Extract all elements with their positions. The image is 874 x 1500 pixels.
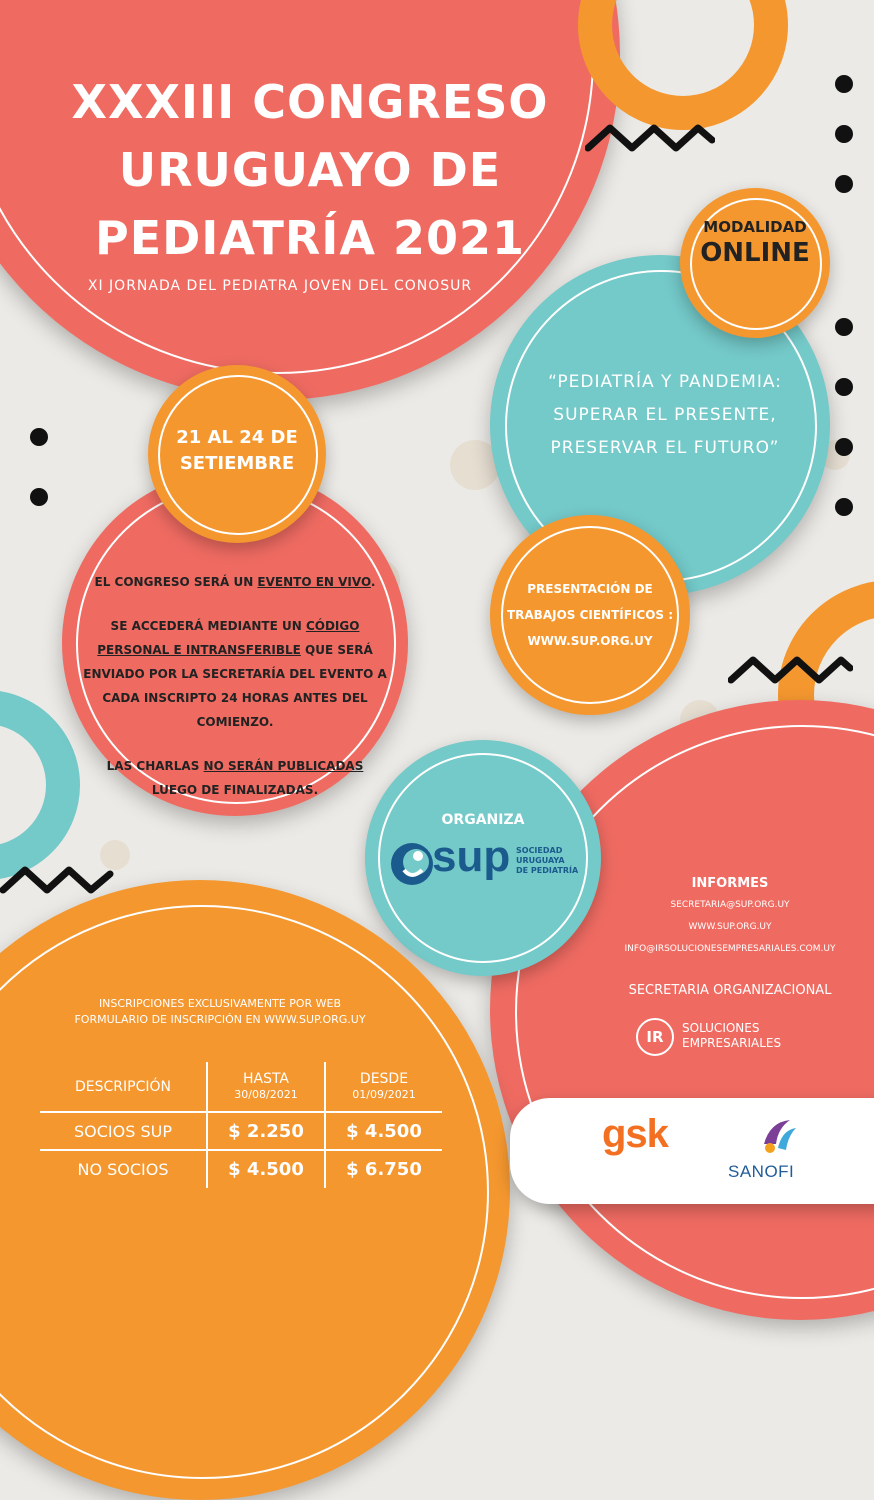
registration-info: INSCRIPCIONES EXCLUSIVAMENTE POR WEB FORMULARIO DE INSCRIPCIÓN EN WWW.SUP.ORG.UY [20, 996, 420, 1028]
price-row: SOCIOS SUP $ 2.250 $ 4.500 [40, 1112, 442, 1150]
secretariat-label: SECRETARIA ORGANIZACIONAL [628, 983, 832, 998]
sup-logo-caption: SOCIEDAD URUGUAYA DE PEDIATRÍA [516, 846, 579, 875]
dates-line-2: SETIEMBRE [179, 453, 295, 474]
col-until: HASTA 30/08/2021 [207, 1062, 325, 1112]
price-row: NO SOCIOS $ 4.500 $ 6.750 [40, 1150, 442, 1188]
dot [835, 378, 853, 396]
contact-email-2[interactable]: INFO@IRSOLUCIONESEMPRESARIALES.COM.UY [624, 944, 836, 954]
col-description: DESCRIPCIÓN [75, 1078, 171, 1095]
gsk-logo: gsk [602, 1112, 668, 1156]
motto-text [515, 366, 815, 465]
ir-logo [636, 1018, 836, 1058]
live-p3: LAS CHARLAS NO SERÁN PUBLICADAS [106, 759, 364, 773]
dot [835, 318, 853, 336]
dot [30, 428, 48, 446]
live-p1: EL CONGRESO SERÁ UN EVENTO EN VIVO. [94, 575, 376, 589]
zigzag-left [0, 860, 115, 900]
dot [835, 125, 853, 143]
motto-line-1: “PEDIATRÍA Y PANDEMIA: [548, 372, 782, 392]
contact-web[interactable]: WWW.SUP.ORG.UY [688, 922, 772, 932]
event-title [0, 68, 620, 272]
works-link[interactable]: WWW.SUP.ORG.UY [527, 634, 653, 648]
teal-ring-left [0, 690, 80, 880]
organizer-label: ORGANIZA [441, 812, 525, 828]
motto-line-3: PRESERVAR EL FUTURO” [550, 438, 780, 458]
sup-logo-word: sup [432, 832, 511, 881]
col-from: DESDE 01/09/2021 [325, 1062, 442, 1112]
contact-heading: INFORMES [691, 876, 769, 891]
sanofi-logo: SANOFI [728, 1162, 795, 1181]
sup-logo-icon [388, 840, 436, 888]
sup-logo [388, 832, 588, 892]
dates-line-1: 21 AL 24 DE [176, 427, 298, 448]
registration-link[interactable]: FORMULARIO DE INSCRIPCIÓN EN WWW.SUP.ORG.UY [74, 1013, 366, 1026]
motto-line-2: SUPERAR EL PRESENTE, [553, 405, 777, 425]
title-line-3: PEDIATRÍA 2021 [94, 211, 526, 265]
title-line-2: URUGUAYO DE [118, 143, 502, 197]
dot [835, 498, 853, 516]
event-subtitle: XI JORNADA DEL PEDIATRA JOVEN DEL CONOSUR [87, 278, 473, 294]
price-table-header [40, 1062, 442, 1112]
works-text: PRESENTACIÓN DE TRABAJOS CIENTÍFICOS : WWW.SUP.ORG.UY [495, 576, 685, 654]
title-line-1: XXXIII CONGRESO [71, 75, 549, 129]
dot [835, 175, 853, 193]
modality-line-2: ONLINE [700, 238, 810, 268]
sanofi-bird-icon [756, 1114, 800, 1158]
zigzag-right [728, 650, 853, 690]
sponsors-bar [510, 1098, 874, 1204]
ir-logo-text: SOLUCIONES EMPRESARIALES [682, 1021, 782, 1050]
dot [30, 488, 48, 506]
live-p2: SE ACCEDERÁ MEDIANTE UN CÓDIGO [110, 619, 360, 633]
modality-line-1: MODALIDAD [703, 218, 807, 236]
dot [835, 438, 853, 456]
event-dates [148, 425, 326, 477]
ir-logo-mark: IR [636, 1018, 674, 1056]
live-info-text: EL CONGRESO SERÁ UN EVENTO EN VIVO. SE ACCEDERÁ MEDIANTE UN CÓDIGO PERSONAL E INTRANSFERIBLE QUE SERÁ ENVIADO POR LA SECRETARÍA DEL EVENTO A CADA INSCRIPTO 24 HORAS ANTES DEL COMIENZO. LAS CHARLAS NO SERÁN PUBLICADAS LUEGO DE FINALIZADAS. [80, 570, 390, 802]
contact-email-1[interactable]: SECRETARIA@SUP.ORG.UY [670, 900, 790, 910]
price-table [40, 1062, 442, 1188]
dot [835, 75, 853, 93]
modality-label [680, 218, 830, 268]
